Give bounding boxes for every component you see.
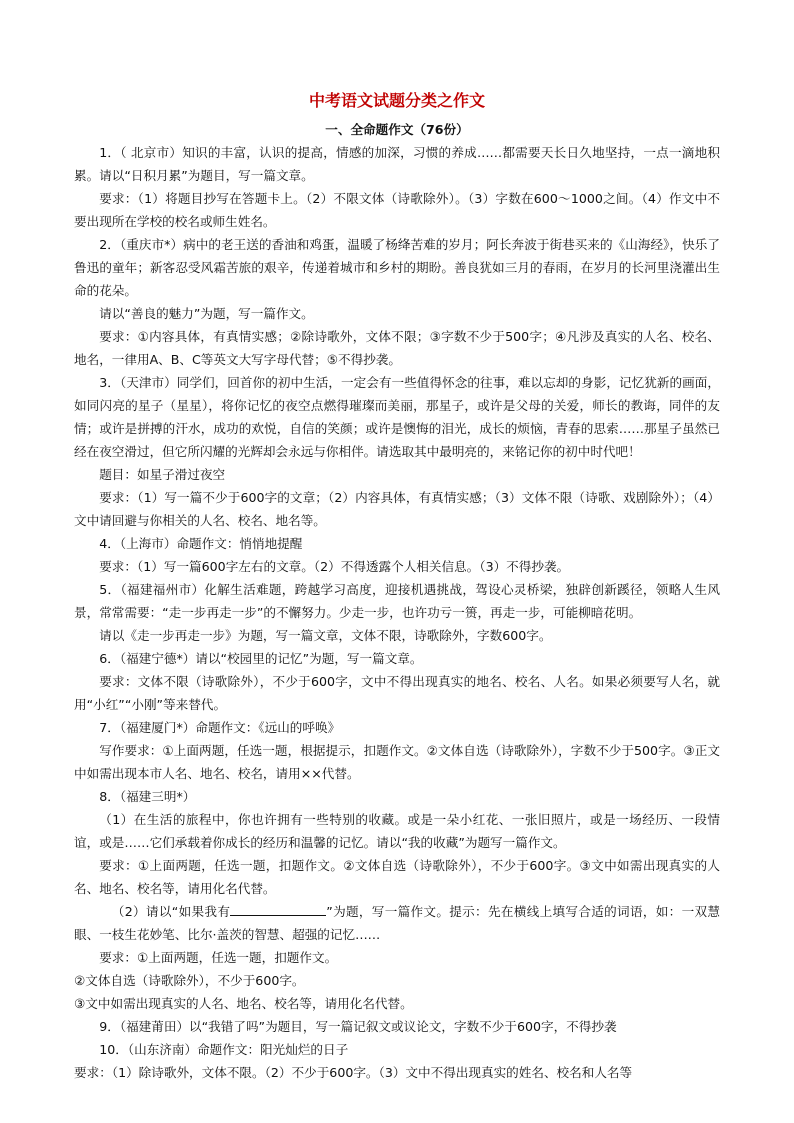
question-8-option-2-requirement-3: ③文中如需出现真实的人名、地名、校名等，请用化名代替。 xyxy=(74,996,413,1011)
option-2-text-before: （2）请以“如果我有 xyxy=(111,904,231,919)
question-3: 3．（天津市）同学们，回首你的初中生活，一定会有一些值得怀念的往事，难以忘却的身影，记忆犹新的画面，如同闪亮的星子（星星），将你记忆的夜空点燃得璀璨而美丽，那星子，或许是父母的关爱，师长的教诲，同伴的友情；或许是拼搏的汗水，成功的欢悦，自信的笑颜；或许是懊悔的泪光，成长的烦恼，青春的思索……那星子虽然已经在夜空滑过，但它所闪耀的光辉却会永远与你相伴。请选取其中最明亮的，来铭记你的初中时代吧！ xyxy=(74,375,720,459)
question-2-requirements: 要求：①内容具体，有真情实感；②除诗歌外，文体不限；③字数不少于500字；④凡涉及真实的人名、校名、地名，一律用A、B、C等英文大写字母代替；⑤不得抄袭。 xyxy=(74,329,720,367)
question-7: 7．（福建厦门*）命题作文：《远山的呼唤》 xyxy=(99,720,341,735)
question-10: 10．（山东济南）命题作文：阳光灿烂的日子 xyxy=(99,1042,349,1057)
question-9: 9．（福建莆田）以“我错了吗”为题目，写一篇记叙文或议论文，字数不少于600字，不得抄袭 xyxy=(99,1019,617,1034)
question-1-requirements: 要求：（1）将题目抄写在答题卡上。（2）不限文体（诗歌除外）。（3）字数在600～1000之间。（4）作文中不要出现所在学校的校名或师生姓名。 xyxy=(74,191,720,229)
question-7-requirements: 写作要求：①上面两题，任选一题，根据提示，扣题作文。②文体自选（诗歌除外），字数不少于500字。③正文中如需出现本市人名、地名、校名，请用××代替。 xyxy=(74,743,720,781)
question-8-option-2-requirement-2: ②文体自选（诗歌除外），不少于600字。 xyxy=(74,973,305,988)
question-2-prompt: 请以“善良的魅力”为题，写一篇作文。 xyxy=(99,306,314,321)
question-5-prompt: 请以《走一步再走一步》为题，写一篇文章，文体不限，诗歌除外，字数600字。 xyxy=(99,628,552,643)
question-8-option-2-requirement-1: 要求：①上面两题，任选一题，扣题作文。 xyxy=(99,950,338,965)
question-5: 5．（福建福州市）化解生活难题，跨越学习高度，迎接机遇挑战，驾设心灵桥梁，独辟创新蹊径，领略人生风景，常常需要：“走一步再走一步”的不懈努力。少走一步，也许功亏一篑，再走一步，可能柳暗花明。 xyxy=(74,582,720,620)
question-4-requirements: 要求：（1）写一篇600字左右的文章。（2）不得透露个人相关信息。（3）不得抄袭。 xyxy=(99,559,570,574)
question-6-requirements: 要求：文体不限（诗歌除外），不少于600字，文中不得出现真实的地名、校名、人名。如果必须要写人名，就用“小红”“小刚”等来替代。 xyxy=(74,674,720,712)
question-3-title: 题目：如星子滑过夜空 xyxy=(99,467,226,482)
section-heading: 一、全命题作文（76份） xyxy=(325,122,469,137)
question-8-option-2 xyxy=(74,900,720,946)
fill-in-blank xyxy=(230,901,326,916)
question-8: 8．（福建三明*） xyxy=(99,789,196,804)
question-2: 2．（重庆市*）病中的老王送的香油和鸡蛋，温暖了杨绛苦难的岁月；阿长奔波于街巷买来的《山海经》，快乐了鲁迅的童年；新客忍受风霜苦旅的艰辛，传递着城市和乡村的期盼。善良犹如三月的春雨，在岁月的长河里浇灌出生命的花朵。 xyxy=(74,237,720,298)
question-4: 4．（上海市）命题作文：悄悄地提醒 xyxy=(99,536,303,551)
question-3-requirements: 要求：（1）写一篇不少于600字的文章；（2）内容具体，有真情实感；（3）文体不限（诗歌、戏剧除外）；（4）文中请回避与你相关的人名、校名、地名等。 xyxy=(74,490,720,528)
question-10-requirements: 要求：（1）除诗歌外，文体不限。（2）不少于600字。（3）文中不得出现真实的姓名、校名和人名等 xyxy=(74,1065,633,1080)
question-8-option-1: （1）在生活的旅程中，你也许拥有一些特别的收藏。或是一朵小红花、一张旧照片，或是一场经历、一段情谊，或是……它们承载着你成长的经历和温馨的记忆。请以“我的收藏”为题写一篇作文。 xyxy=(74,812,720,850)
option-2-text-after: ”为题，写一篇作文。提示：先在横线上填写合适的词语，如：一双慧眼、一枝生花妙笔、比尔·盖茨的智慧、超强的记忆…… xyxy=(74,904,720,942)
document-page xyxy=(74,88,720,1084)
question-6: 6．（福建宁德*）请以“校园里的记忆”为题，写一篇文章。 xyxy=(99,651,423,666)
question-8-option-1-requirements: 要求：①上面两题，任选一题，扣题作文。②文体自选（诗歌除外），不少于600字。③文中如需出现真实的人名、地名、校名等，请用化名代替。 xyxy=(74,858,720,896)
document-title: 中考语文试题分类之作文 xyxy=(308,91,485,110)
question-1: 1．（ 北京市）知识的丰富，认识的提高，情感的加深，习惯的养成……都需要天长日久地坚持，一点一滴地积累。请以“日积月累”为题目，写一篇文章。 xyxy=(74,145,720,183)
